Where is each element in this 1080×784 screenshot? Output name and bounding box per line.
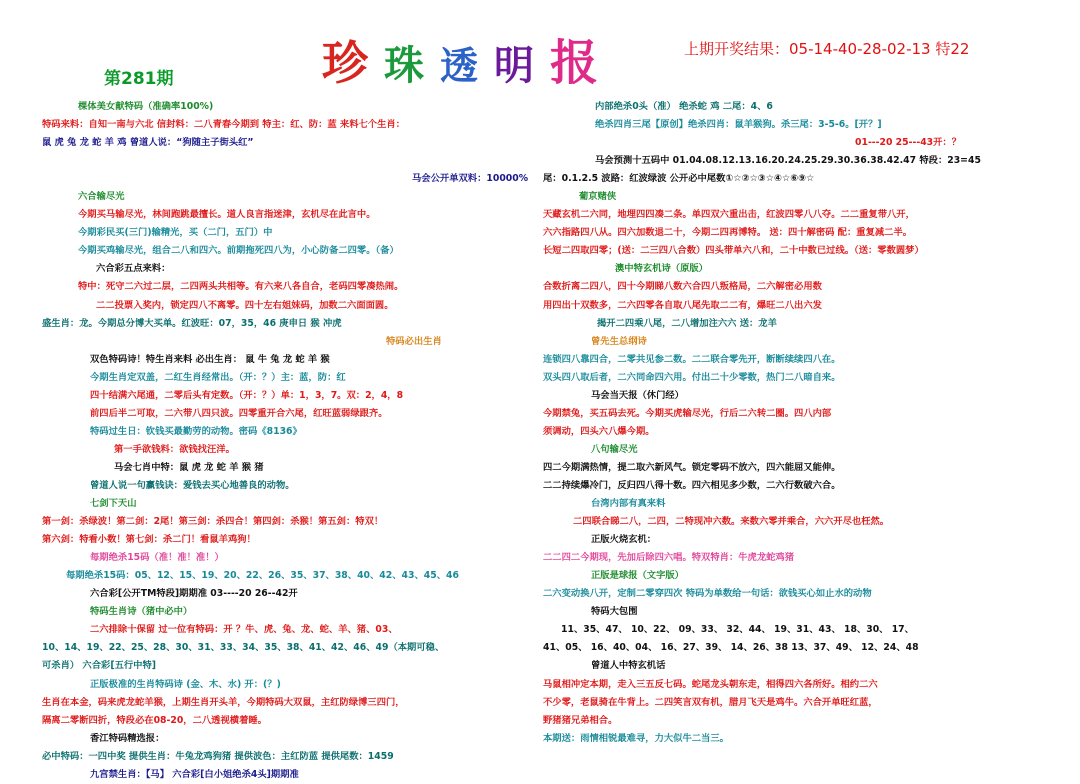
text-line: 马会公开单双料：10000%	[412, 173, 529, 185]
text-line: 马会当天报（休门经）	[591, 389, 684, 401]
text-line: 今期禁兔，买五码去死。今期买虎输尽光，行后二六转二圈。四八内部	[543, 407, 832, 419]
text-line: 曾道人中特玄机话	[591, 660, 666, 672]
text-line: 正版是球报（文字版）	[591, 570, 684, 582]
text-line: 二六排除十保留 过一位有特码：开 ？牛、虎、兔、龙、蛇、羊、猪、03、	[90, 624, 398, 636]
text-line: 特码必出生肖	[386, 335, 442, 347]
text-line: 澳中特玄机诗（原版）	[615, 263, 708, 275]
left-column	[42, 98, 542, 784]
issue-number: 第281期	[104, 69, 174, 89]
text-line: 每期绝杀15码（准！准！准！）	[90, 552, 224, 564]
text-line: 合数折离二四八，四十今期睇八数六合四八叛格局，二六解密必用数	[543, 281, 822, 293]
text-line: 第一剑：杀绿波！第二剑：2尾！第三剑：杀四合！第四剑：杀猴！第五剑：特双！	[42, 516, 384, 528]
masthead-char: 珍	[322, 36, 368, 90]
text-line: 七剑下天山	[90, 498, 137, 510]
text-line: 41、05、 16、40、04、 16、27、39、 14、26、38 13、37、49、 12、24、48	[543, 642, 919, 654]
text-line: 六合彩五点来料：	[96, 263, 171, 275]
text-line: 生肖在本金，码来虎龙蛇羊猴，上期生肖开头羊，今期特码大双鼠，主红防绿博三四门，	[42, 696, 405, 708]
text-line: 01---20 25---43开：？	[855, 137, 962, 149]
text-line: 马会预测十五码中 01.04.08.12.13.16.20.24.25.29.30.36.38.42.47 特段：23=45	[595, 155, 981, 167]
text-line: 棵体美女献特码（准确率100%)	[78, 101, 214, 112]
text-line: 揭开二四乘八尾，二八增加注六六 送：龙羊	[597, 317, 777, 329]
text-line: 葡京赌侠	[579, 191, 617, 203]
text-line: 尾：0.1.2.5 波路：红波绿波 公开必中尾数①☆②☆③☆④☆⑥⑨☆	[543, 173, 815, 185]
text-line: 每期绝杀15码：05、12、15、19、20、22、26、35、37、38、40、42、43、45、46	[66, 570, 459, 582]
text-line: 二四联合睇二八，二四，二特现冲六数。来数六零并乘合，六六开尽也枉然。	[573, 516, 890, 528]
text-line: 二二四二今期现，先加后除四六唱。特双特肖：牛虎龙蛇鸡猪	[543, 552, 795, 564]
text-line: 本期送：雨情相锐最难寻，力大似牛二当三。	[543, 732, 729, 744]
text-line: 马会七肖中特：鼠 虎 龙 蛇 羊 猴 猪	[114, 461, 264, 473]
text-line: 曾先生总纲诗	[591, 335, 647, 347]
text-line: 可杀肖） 六合彩[五行中特]	[42, 660, 157, 672]
text-line: 第一手欲钱料：欲钱找汪洋。	[114, 443, 235, 455]
text-line: 正版火烧玄机：	[591, 534, 657, 546]
text-line: 曾道人说一句赢钱诀：爱钱去买心地善良的动物。	[90, 479, 295, 491]
text-line: 四十结满六尾通，二零后头有定数。（开：？）单：1，3，7。双：2，4，8	[90, 389, 404, 401]
text-line: 不少零，老鼠骑在牛背上。二四笑言双有机，腊月飞天是鸡牛。六合开单旺红蓝，	[543, 696, 878, 708]
text-line: 六合输尽光	[78, 191, 125, 203]
masthead-char: 明	[494, 42, 535, 89]
masthead-title	[322, 24, 614, 93]
text-line: 特码过生日：钦钱买最勤劳的动物。密码《8136》	[90, 425, 302, 437]
text-line: 隔离二零断四折，特段必在08-20，二八透视横着睡。	[42, 714, 267, 726]
text-line: 前四后半二可取，二六带八四只波。四零重开合六尾，红旺蓝弱绿跟齐。	[90, 407, 388, 419]
text-line: 天藏玄机二六同，地埋四四凑二条。单四双六重出击，红波四零八八夺。二二重复带八开，	[543, 209, 915, 221]
text-line: 须调动，四头六八爆今期。	[543, 425, 655, 437]
text-line: 双头四八取后者，二六同命四六用。付出二十少零数，热门二八暗自来。	[543, 371, 841, 383]
text-line: 特中：死守二六过二层，二四两头共相等。有六来八各自合，老码四零凑热闹。	[78, 281, 404, 293]
text-line: 用四出十双数多，二六四零各自取八尾先取二二有，爆旺二八出六发	[543, 299, 822, 311]
text-line: 特码生肖诗（猪中必中）	[90, 606, 193, 618]
right-column	[543, 98, 1048, 748]
text-line: 长短二四取四零；(送：二三四八合数）四头带单六八和，二十中数已过线。（送：零数圆梦）	[543, 245, 924, 257]
text-line: 今期彩民买(三门)输精光，买（二门，五门）中	[78, 227, 273, 239]
text-line: 正版极准的生肖特码诗 (金、木、水) 开：(？)	[90, 678, 281, 690]
text-line: 六合彩[公开TM特段]期期准 03----20 26--42开	[90, 588, 298, 600]
masthead-char: 珠	[384, 42, 424, 89]
text-line: 连锁四八靠四合，二零共见参二数。二二联合零先开，断断续续四八在。	[543, 353, 841, 365]
text-line: 绝杀四肖三尾【原创】绝杀四肖：鼠羊猴狗。杀三尾：3-5-6。[开？]	[595, 119, 882, 131]
text-line: 盛生肖：龙。今期总分博大买单。红波旺：07，35，46 庚申日 猴 冲虎	[42, 317, 342, 329]
text-line: 九宫禁生肖：【马】 六合彩[白小姐绝杀4头]期期准	[90, 768, 299, 780]
text-line: 内部绝杀0头（准） 绝杀蛇 鸡 二尾：4、6	[595, 101, 773, 112]
text-line: 马鼠相冲定本期，走入三五反七码。蛇尾龙头朝东走，相得四六各所好。相约二六	[543, 678, 878, 690]
text-line: 鼠 虎 兔 龙 蛇 羊 鸡 曾道人说：“狗随主子街头红”	[42, 137, 254, 149]
masthead-char: 报	[550, 35, 599, 91]
text-line: 特码来料：自知一南与六北 信封料：二八青春今期到 特主：红、防：蓝 来料七个生肖：	[42, 119, 405, 131]
text-line: 二二持续爆冷门，反归四八得十数。四六相见多少数，二六行数破六合。	[543, 479, 841, 491]
text-line: 二六变动换八开，定制二零穿四次 特码为单数给一句话：欲钱买心如止水的动物	[543, 588, 872, 600]
text-line: 必中特码：一四中奖 提供生肖：牛兔龙鸡狗猪 提供波色：主红防蓝 提供尾数：1459	[42, 750, 394, 762]
text-line: 野猪猪兄弟相合。	[543, 714, 618, 726]
text-line: 特码大包围	[591, 606, 638, 618]
text-line: 第六剑：特看小数！第七剑：杀二门！看鼠羊鸡狗！	[42, 534, 256, 546]
masthead-char: 透	[440, 43, 479, 88]
text-line: 台湾内部有真来料	[591, 498, 666, 510]
text-line: 11、35、47、 10、22、 09、33、 32、44、 19、31、43、 18、30、 17、	[561, 624, 914, 636]
text-line	[42, 152, 542, 170]
text-line: 今期买鸡输尽光，组合二八和四六。前期拖死四八为，小心防备二四零。（备）	[78, 245, 399, 257]
text-line: 今期买马输尽光，林间跑跳最擅长。道人良言指迷津，玄机尽在此言中。	[78, 209, 376, 221]
text-line: 八句输尽光	[591, 443, 638, 455]
text-line: 六六指路四八从。四六加数退二十，今期二四再博特。 送：四十解密码 配：重复减二半。	[543, 227, 913, 239]
text-line: 10、14、19、22、25、28、30、31、33、34、35、38、41、42、46、49（本期可稳、	[42, 642, 445, 654]
last-draw-result: 上期开奖结果：05-14-40-28-02-13 特22	[684, 40, 970, 58]
text-line: 香江特码精选报：	[90, 732, 165, 744]
text-line: 四二今期满热情，提二取六新风气。锁定零码不放六，四六能屈又能伸。	[543, 461, 841, 473]
text-line: 双色特码诗！特生肖来料 必出生肖： 鼠 牛 兔 龙 蛇 羊 猴	[90, 353, 330, 365]
text-line: 二二投票入奖内，锁定四八不离零。四十左右姐妹码，加数二六面面圆。	[96, 299, 394, 311]
text-line: 今期生肖定双盖，二红生肖经常出。（开：？）主：蓝，防：红	[90, 371, 346, 383]
